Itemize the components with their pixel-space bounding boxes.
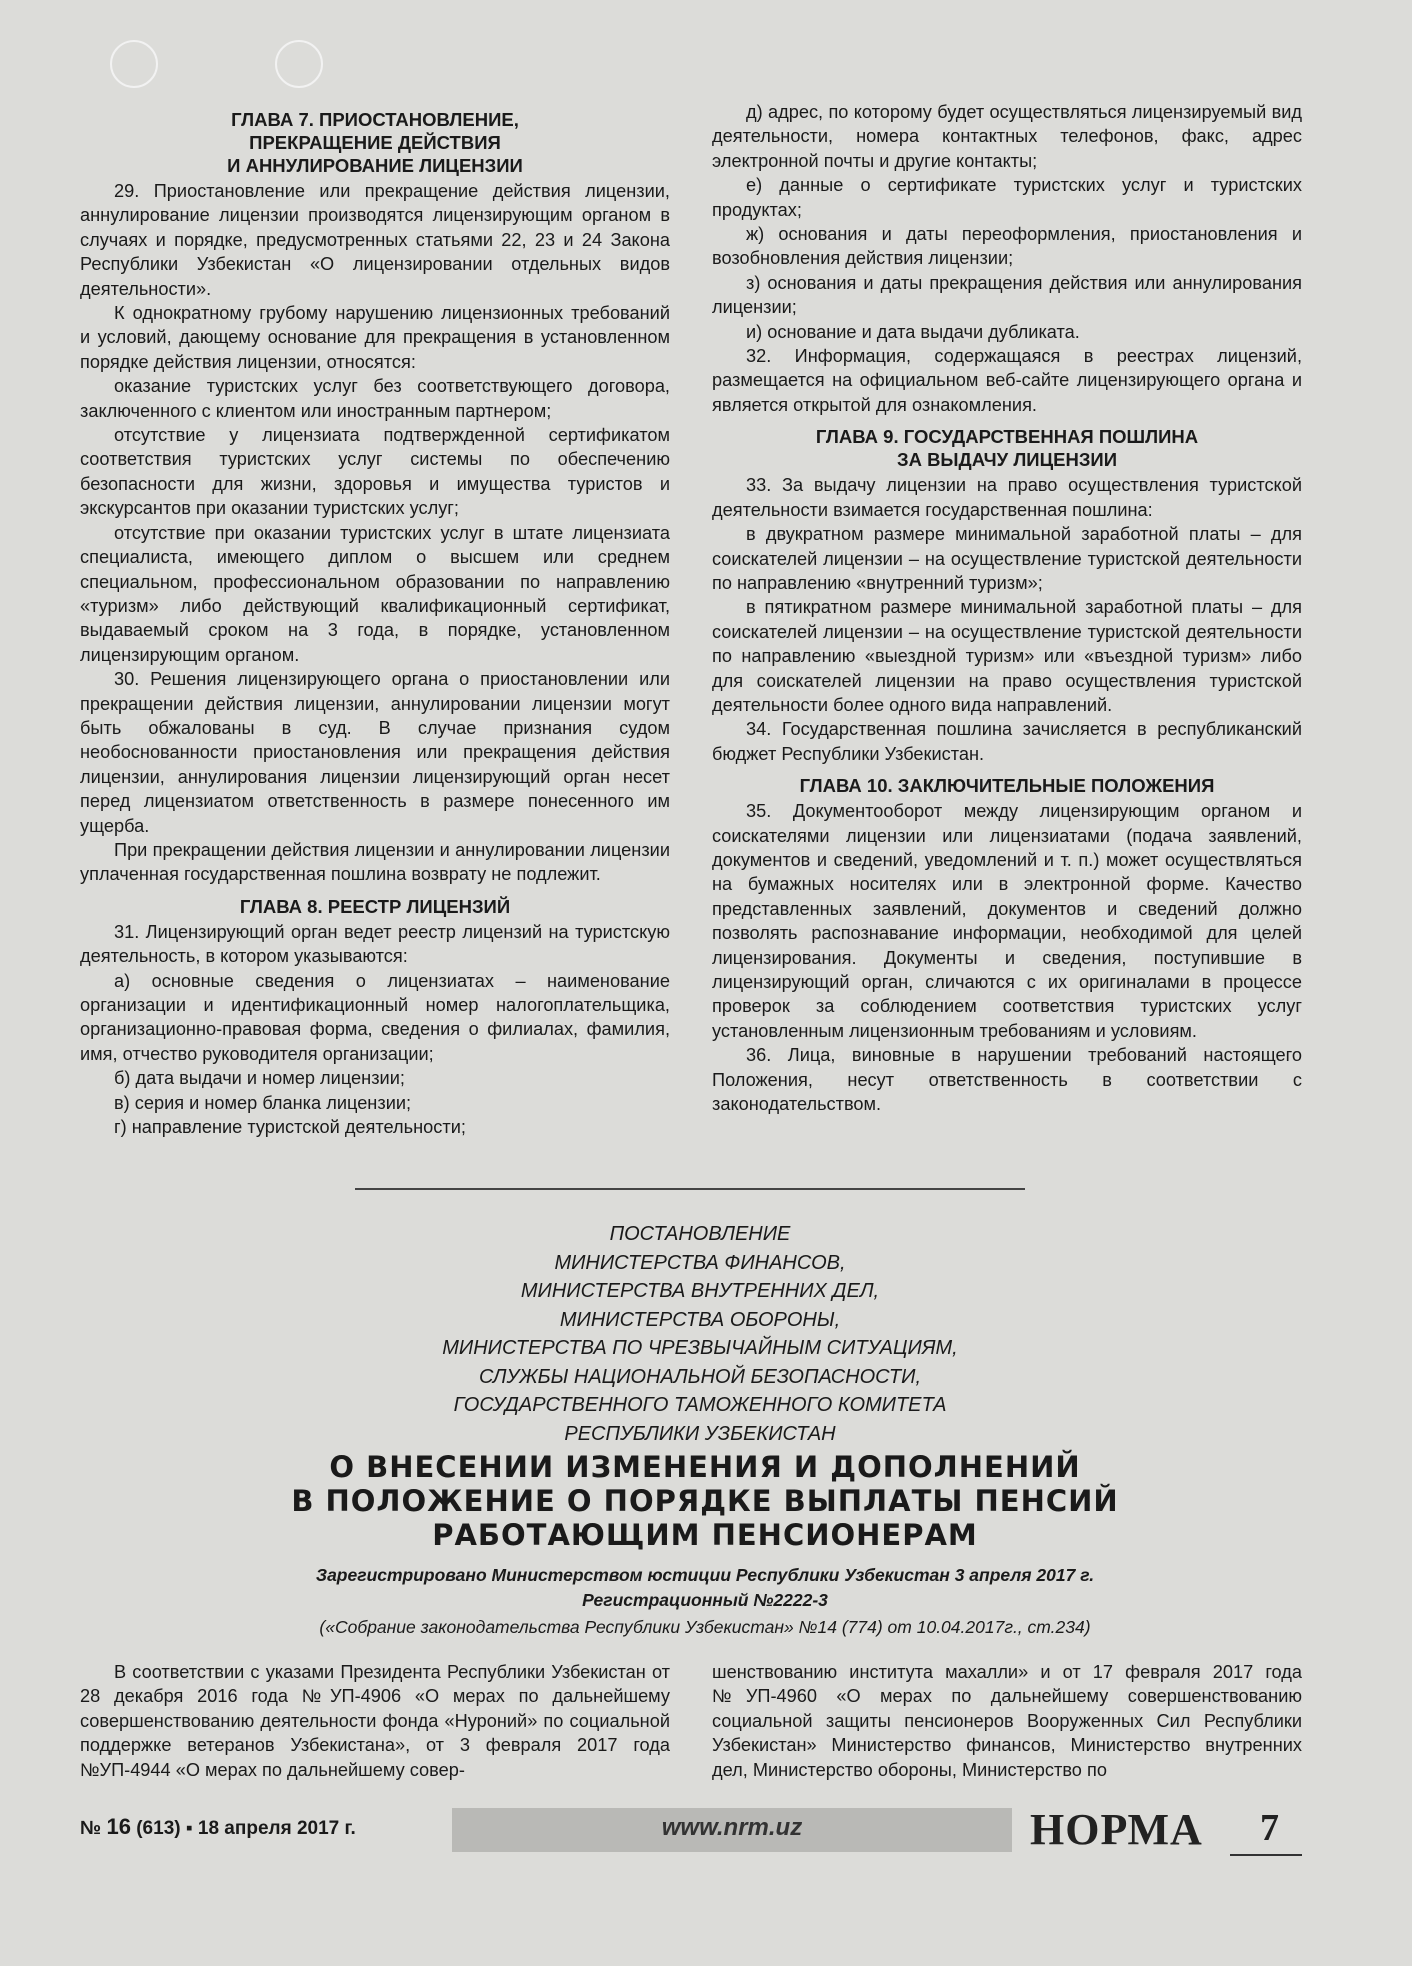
page-number-underline xyxy=(1230,1854,1302,1856)
paragraph: б) дата выдачи и номер лицензии; xyxy=(114,1068,405,1089)
newspaper-logo: НОРМА xyxy=(1030,1805,1203,1854)
paragraph: 33. За выдачу лицензии на право осуществления туристской деятельности взимается государственная пошлина: xyxy=(712,475,1302,520)
decree-title-line: В ПОЛОЖЕНИЕ О ПОРЯДКЕ ВЫПЛАТЫ ПЕНСИЙ xyxy=(291,1484,1119,1518)
page-footer xyxy=(80,1806,1302,1854)
paragraph: 35. Документооборот между лицензирующим органом и соискателями лицензии или лицензиатами (подача заявлений, документов и сведений, уведомлений и т. п.) может осуществляться на бумажных носителях или в электронной форме. Качество представленных заявлений, документов и сведений должно позволять распознавание информации, необходимой для целей лицензирования. Документы и сведения, поступившие в лицензирующий орган, сличаются с их оригиналами в процессе проверок за соблюдением соответствия туристских услуг установленным лицензионным требованиям и условиям. xyxy=(712,801,1302,1041)
paragraph: отсутствие при оказании туристских услуг в штате лицензиата специалиста, имеющего диплом о высшем или среднем специальном, профессиональном образовании по направлению «туризм» либо действующий квалификационный сертификат, выдаваемый сроком на 3 года, в порядке, установленном лицензирующим органом. xyxy=(80,522,670,665)
issue-info xyxy=(80,1814,356,1840)
paragraph: г) направление туристской деятельности; xyxy=(114,1117,466,1138)
decree-body-paragraph: шенствованию института махалли» и от 17 февраля 2017 года №УП-4960 «О мерах по дальнейшему совершенствованию социальной защиты пенсионеров Вооруженных Сил Республики Узбекистан» Министерство финансов, Министерство внутренних дел, Министерство обороны, Министерство по xyxy=(712,1662,1302,1780)
decree-body-right xyxy=(712,1660,1302,1782)
chapter-heading: ГЛАВА 9. ГОСУДАРСТВЕННАЯ ПОШЛИНА ЗА ВЫДАЧУ ЛИЦЕНЗИИ xyxy=(815,426,1199,471)
decree-title xyxy=(200,1450,1210,1552)
paragraph: з) основания и даты прекращения действия или аннулирования лицензии; xyxy=(712,272,1302,318)
decree-issuer-header xyxy=(300,1220,1100,1448)
paragraph: оказание туристских услуг без соответствующего договора, заключенного с клиентом или иностранным партнером; xyxy=(80,376,670,421)
punch-hole-icon xyxy=(275,40,323,88)
section-divider xyxy=(355,1188,1025,1190)
decree-header-line: МИНИСТЕРСТВА ОБОРОНЫ, xyxy=(559,1308,841,1331)
registration-number: Регистрационный №2222-3 xyxy=(582,1590,828,1610)
right-text-column xyxy=(712,100,1302,1116)
left-text-column xyxy=(80,100,670,1139)
decree-header-line: МИНИСТЕРСТВА ВНУТРЕННИХ ДЕЛ, xyxy=(520,1280,880,1302)
paragraph: и) основание и дата выдачи дубликата. xyxy=(746,321,1080,342)
registration-note xyxy=(200,1563,1210,1613)
paragraph: 34. Государственная пошлина зачисляется в республиканский бюджет Республики Узбекистан. xyxy=(712,719,1302,764)
paragraph: в двукратном размере минимальной заработной платы – для соискателей лицензии – на осуществление туристской деятельности по направлению «внутренний туризм»; xyxy=(712,524,1302,593)
paragraph: 29. Приостановление или прекращение действия лицензии, аннулирование лицензии производятся лицензирующим органом в случаях и порядке, предусмотренных статьями 22, 23 и 24 Закона Республики Узбекистан «О лицензировании отдельных видов деятельности». xyxy=(80,181,670,299)
paragraph: 31. Лицензирующий орган ведет реестр лицензий на туристскую деятельность, в котором указываются: xyxy=(80,921,670,967)
decree-body-paragraph: В соответствии с указами Президента Республики Узбекистан от 28 декабря 2016 года №УП-4906 «О мерах по дальнейшему совершенствованию деятельности фонда «Нуроний» по социальной поддержке ветеранов Узбекистана», от 3 февраля 2017 года №УП-4944 «О мерах по дальнейшему совер- xyxy=(80,1662,670,1780)
decree-header-line: ГОСУДАРСТВЕННОГО ТАМОЖЕННОГО КОМИТЕТА xyxy=(453,1394,947,1416)
paragraph: е) данные о сертификате туристских услуг и туристских продуктах; xyxy=(712,175,1302,220)
issue-number: 16 xyxy=(106,1814,131,1839)
url-band xyxy=(452,1808,1012,1852)
regulation-text-columns xyxy=(80,100,1302,1160)
paragraph: д) адрес, по которому будет осуществляться лицензируемый вид деятельности, номера контактных телефонов, факс, адрес электронной почты и другие контакты; xyxy=(712,102,1302,171)
paragraph: а) основные сведения о лицензиатах – наименование организации и идентификационный номер налогоплательщика, организационно-правовая форма, сведения о филиалах, фамилия, имя, отчество руководителя организации; xyxy=(80,970,670,1064)
chapter-heading: ГЛАВА 8. РЕЕСТР ЛИЦЕНЗИЙ xyxy=(239,895,511,917)
decree-body-left xyxy=(80,1660,670,1782)
decree-header-line: ПОСТАНОВЛЕНИЕ xyxy=(609,1223,791,1245)
paragraph: К однократному грубому нарушению лицензионных требований и условий, дающему основание для прекращения в установленном порядке действия лицензии, относятся: xyxy=(80,303,670,372)
decree-title-line: О ВНЕСЕНИИ ИЗМЕНЕНИЯ И ДОПОЛНЕНИЙ xyxy=(329,1450,1081,1484)
decree-header-line: СЛУЖБЫ НАЦИОНАЛЬНОЙ БЕЗОПАСНОСТИ, xyxy=(478,1365,921,1388)
paragraph: 30. Решения лицензирующего органа о приостановлении или прекращении действия лицензии, аннулировании лицензии могут быть обжалованы в суд. В случае признания судом необоснованности приостановления или прекращения действия лицензии, аннулирования лицензии лицензирующий орган несет перед лицензиатом ответственность в размере понесенного им ущерба. xyxy=(80,669,670,836)
issue-date: (613) ▪ 18 апреля 2017 г. xyxy=(136,1818,356,1839)
registration-line: Зарегистрировано Министерством юстиции Республики Узбекистан 3 апреля 2017 г. xyxy=(315,1565,1095,1585)
punch-hole-icon xyxy=(110,40,158,88)
paragraph: ж) основания и даты переоформления, приостановления и возобновления действия лицензии; xyxy=(712,224,1302,269)
decree-header-line: МИНИСТЕРСТВА ПО ЧРЕЗВЫЧАЙНЫМ СИТУАЦИЯМ, xyxy=(442,1337,958,1359)
page-number: 7 xyxy=(1260,1807,1279,1849)
source-citation: («Собрание законодательства Республики Узбекистан» №14 (774) от 10.04.2017г., ст.234) xyxy=(319,1617,1091,1637)
chapter-heading: ГЛАВА 7. ПРИОСТАНОВЛЕНИЕ, ПРЕКРАЩЕНИЕ ДЕЙСТВИЯ И АННУЛИРОВАНИЕ ЛИЦЕНЗИИ xyxy=(227,109,523,176)
decree-header-line: РЕСПУБЛИКИ УЗБЕКИСТАН xyxy=(564,1422,836,1445)
decree-header-line: МИНИСТЕРСТВА ФИНАНСОВ, xyxy=(554,1251,846,1274)
paragraph: отсутствие у лицензиата подтвержденной сертификатом соответствия туристских услуг системы по обеспечению безопасности для жизни, здоровья и имущества туристов и экскурсантов при оказании туристских услуг; xyxy=(80,425,670,519)
website-link[interactable]: www.nrm.uz xyxy=(661,1814,803,1841)
paragraph: 32. Информация, содержащаяся в реестрах лицензий, размещается на официальном веб-сайте лицензирующего органа и является открытой для ознакомления. xyxy=(712,346,1302,415)
issue-prefix: № xyxy=(80,1818,102,1839)
chapter-heading: ГЛАВА 10. ЗАКЛЮЧИТЕЛЬНЫЕ ПОЛОЖЕНИЯ xyxy=(799,775,1215,797)
paragraph: При прекращении действия лицензии и аннулировании лицензии уплаченная государственная пошлина возврату не подлежит. xyxy=(80,839,670,885)
decree-title-line: РАБОТАЮЩИМ ПЕНСИОНЕРАМ xyxy=(432,1518,978,1552)
paragraph: в) серия и номер бланка лицензии; xyxy=(114,1092,412,1113)
paragraph: 36. Лица, виновные в нарушении требований настоящего Положения, несут ответственность в соответствии с законодательством. xyxy=(712,1045,1302,1115)
paragraph: в пятикратном размере минимальной заработной платы – для соискателей лицензии – на осуществление туристской деятельности по направлению «выездной туризм» или «въездной туризм» либо для соискателей лицензии на право осуществления туристской деятельности более одного вида направлений. xyxy=(712,597,1302,715)
